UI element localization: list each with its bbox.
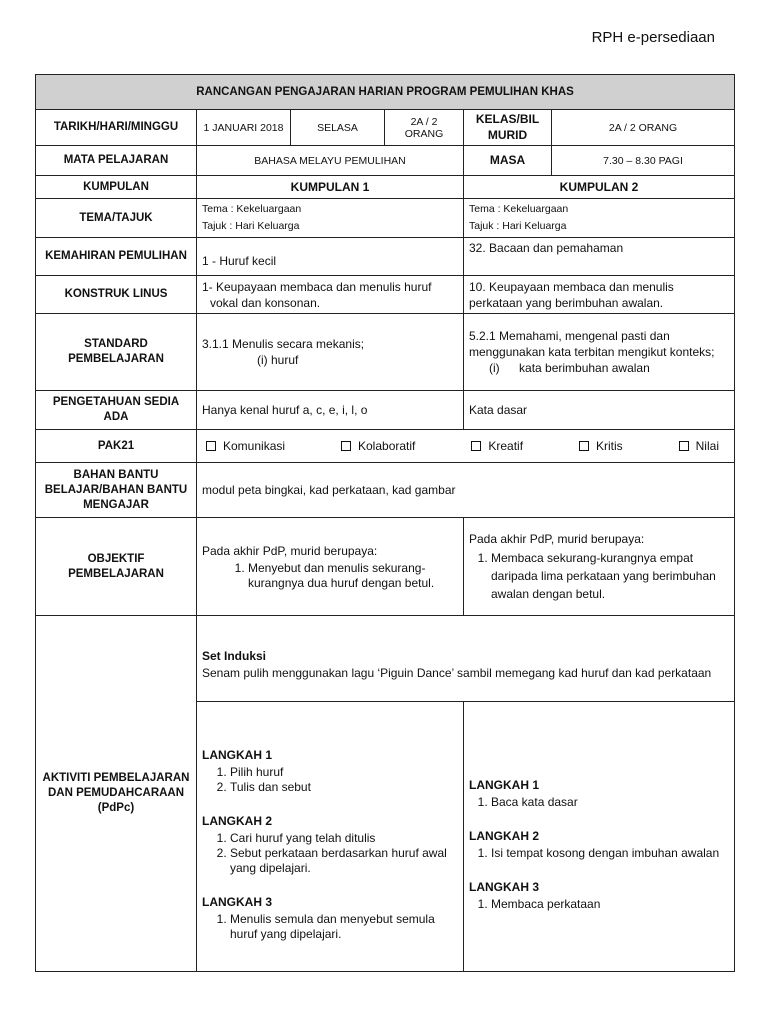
langkah-title: LANGKAH 1 bbox=[469, 777, 540, 792]
langkah-k2-step-1 bbox=[469, 777, 729, 810]
konstruk-k2-line2: perkataan yang berimbuhan awalan. bbox=[469, 295, 664, 310]
header-brand: RPH e-persediaan bbox=[591, 29, 715, 46]
konstruk-k2-cell bbox=[464, 276, 735, 314]
konstruk-k1-line1: 1- Keupayaan membaca dan menulis huruf bbox=[202, 279, 432, 294]
kumpulan-row bbox=[36, 176, 735, 199]
bahan-label: BAHAN BANTU BELAJAR/BAHAN BANTU MENGAJAR bbox=[36, 463, 197, 518]
langkah-k1-cell bbox=[197, 702, 464, 972]
konstruk-k1-line2: vokal dan konsonan. bbox=[210, 295, 321, 310]
pak21-item-kritis[interactable] bbox=[579, 439, 623, 453]
pak21-label: PAK21 bbox=[36, 430, 197, 463]
pak21-item-label: Kritis bbox=[596, 439, 623, 454]
kumpulan-2-header: KUMPULAN 2 bbox=[464, 176, 735, 199]
bahan-row bbox=[36, 463, 735, 518]
standard-k2-line1: 5.2.1 Memahami, mengenal pasti dan bbox=[469, 328, 670, 343]
mata-pelajaran-label: MATA PELAJARAN bbox=[36, 146, 197, 176]
langkah-list bbox=[469, 897, 729, 912]
langkah-k1-step-3 bbox=[202, 894, 458, 942]
langkah-title: LANGKAH 3 bbox=[469, 880, 540, 895]
week-value: 2A / 2 ORANG bbox=[385, 110, 464, 146]
day-value: SELASA bbox=[291, 110, 385, 146]
standard-k1-line2: (i) huruf bbox=[257, 353, 299, 368]
langkah-item: 1. Baca kata dasar bbox=[491, 795, 729, 810]
konstruk-label: KONSTRUK LINUS bbox=[36, 276, 197, 314]
pak21-item-komunikasi[interactable] bbox=[206, 439, 285, 453]
set-induksi-text: Senam pulih menggunakan lagu ‘Piguin Dance’ sambil memegang kad huruf dan kad perkataan bbox=[202, 665, 712, 680]
langkah-title: LANGKAH 2 bbox=[469, 829, 540, 844]
pak21-item-label: Kreatif bbox=[488, 439, 524, 454]
konstruk-k1-cell bbox=[197, 276, 464, 314]
set-induksi-title: Set Induksi bbox=[202, 648, 267, 663]
bahan-value: modul peta bingkai, kad perkataan, kad gambar bbox=[197, 463, 735, 518]
objektif-label: OBJEKTIF PEMBELAJARAN bbox=[36, 518, 197, 616]
pak21-row bbox=[36, 430, 735, 463]
standard-k1-line1: 3.1.1 Menulis secara mekanis; bbox=[202, 337, 365, 351]
objektif-k2-item: 1. Membaca sekurang-kurangnya empat daripada lima perkataan yang berimbuhan awalan dengan betul. bbox=[491, 549, 729, 603]
pengetahuan-k2: Kata dasar bbox=[464, 391, 735, 430]
langkah-k2-cell bbox=[464, 702, 735, 972]
kumpulan-1-header: KUMPULAN 1 bbox=[197, 176, 464, 199]
pak21-item-label: Nilai bbox=[695, 439, 719, 454]
standard-k2-line3 bbox=[469, 360, 729, 376]
checkbox-icon[interactable] bbox=[206, 441, 216, 451]
langkah-title: LANGKAH 2 bbox=[202, 814, 273, 829]
standard-label: STANDARD PEMBELAJARAN bbox=[36, 314, 197, 391]
kelas-value: 2A / 2 ORANG bbox=[552, 110, 735, 146]
konstruk-row bbox=[36, 276, 735, 314]
checkbox-icon[interactable] bbox=[341, 441, 351, 451]
kemahiran-k1: 1 - Huruf kecil bbox=[197, 238, 464, 276]
langkah-item: 1. Isi tempat kosong dengan imbuhan awalan bbox=[491, 846, 729, 861]
tarikh-label: TARIKH/HARI/MINGGU bbox=[36, 110, 197, 146]
tema-row bbox=[36, 199, 735, 238]
objektif-k2-list bbox=[469, 549, 729, 603]
pak21-item-kreatif[interactable] bbox=[471, 439, 523, 453]
masa-value: 7.30 – 8.30 PAGI bbox=[552, 146, 735, 176]
langkah-item: 2. Sebut perkataan berdasarkan huruf awal yang dipelajari. bbox=[230, 846, 458, 876]
standard-k2-cell bbox=[464, 314, 735, 391]
objektif-k2-intro: Pada akhir PdP, murid berupaya: bbox=[469, 531, 645, 546]
pengetahuan-k1: Hanya kenal huruf a, c, e, i, l, o bbox=[197, 391, 464, 430]
kelas-label: KELAS/BIL MURID bbox=[464, 110, 552, 146]
pak21-cell bbox=[197, 430, 735, 463]
tema-label: TEMA/TAJUK bbox=[36, 199, 197, 238]
pengetahuan-row bbox=[36, 391, 735, 430]
langkah-k2-step-2 bbox=[469, 828, 729, 861]
langkah-item: 1. Menulis semula dan menyebut semula huruf yang dipelajari. bbox=[230, 912, 458, 942]
kemahiran-k2: 32. Bacaan dan pemahaman bbox=[464, 238, 735, 276]
kumpulan-label: KUMPULAN bbox=[36, 176, 197, 199]
checkbox-icon[interactable] bbox=[471, 441, 481, 451]
langkah-list bbox=[469, 846, 729, 861]
pengetahuan-label: PENGETAHUAN SEDIA ADA bbox=[36, 391, 197, 430]
checkbox-icon[interactable] bbox=[579, 441, 589, 451]
pak21-item-kolaboratif[interactable] bbox=[341, 439, 415, 453]
langkah-k2-step-3 bbox=[469, 879, 729, 912]
tema-k1-tema: Tema : Kekeluargaan bbox=[202, 203, 302, 216]
tarikh-row bbox=[36, 110, 735, 146]
objektif-k2-cell bbox=[464, 518, 735, 616]
mata-pelajaran-row bbox=[36, 146, 735, 176]
tema-k2-tema: Tema : Kekeluargaan bbox=[469, 203, 569, 216]
standard-k2-line2: menggunakan kata terbitan mengikut konteks; bbox=[469, 345, 715, 360]
set-induksi-row bbox=[36, 616, 735, 702]
langkah-item: 1. Membaca perkataan bbox=[491, 897, 729, 912]
pak21-list bbox=[202, 439, 729, 453]
langkah-list bbox=[202, 765, 458, 795]
konstruk-k2-line1: 10. Keupayaan membaca dan menulis bbox=[469, 279, 674, 294]
plan-title: RANCANGAN PENGAJARAN HARIAN PROGRAM PEMULIHAN KHAS bbox=[36, 75, 735, 110]
kemahiran-row bbox=[36, 238, 735, 276]
date-value: 1 JANUARI 2018 bbox=[197, 110, 291, 146]
langkah-list bbox=[202, 912, 458, 942]
objektif-k1-intro: Pada akhir PdP, murid berupaya: bbox=[202, 543, 378, 558]
tema-k1-tajuk: Tajuk : Hari Keluarga bbox=[202, 220, 300, 233]
langkah-k1-step-1 bbox=[202, 747, 458, 795]
aktiviti-label: AKTIVITI PEMBELAJARAN DAN PEMUDAHCARAAN (PdPc) bbox=[36, 616, 197, 972]
standard-row bbox=[36, 314, 735, 391]
standard-k1-cell bbox=[197, 314, 464, 391]
objektif-k1-cell bbox=[197, 518, 464, 616]
langkah-list bbox=[469, 795, 729, 810]
langkah-item: 1. Pilih huruf bbox=[230, 765, 458, 780]
title-row bbox=[36, 75, 735, 110]
lesson-plan-table bbox=[35, 74, 735, 972]
kemahiran-label: KEMAHIRAN PEMULIHAN bbox=[36, 238, 197, 276]
objektif-k1-item: 1. Menyebut dan menulis sekurang-kurangnya dua huruf dengan betul. bbox=[248, 561, 458, 591]
mata-pelajaran-value: BAHASA MELAYU PEMULIHAN bbox=[197, 146, 464, 176]
langkah-list bbox=[202, 831, 458, 876]
langkah-item: 2. Tulis dan sebut bbox=[230, 780, 458, 795]
objektif-row bbox=[36, 518, 735, 616]
langkah-title: LANGKAH 1 bbox=[202, 747, 273, 762]
langkah-item: 1. Cari huruf yang telah ditulis bbox=[230, 831, 458, 846]
checkbox-icon[interactable] bbox=[679, 441, 689, 451]
objektif-k1-list bbox=[202, 561, 458, 591]
tema-k2-tajuk: Tajuk : Hari Keluarga bbox=[469, 220, 567, 233]
langkah-title: LANGKAH 3 bbox=[202, 895, 273, 910]
tema-k1-cell bbox=[197, 199, 464, 238]
pak21-item-label: Komunikasi bbox=[223, 439, 286, 454]
masa-label: MASA bbox=[464, 146, 552, 176]
tema-k2-cell bbox=[464, 199, 735, 238]
set-induksi-cell bbox=[197, 616, 735, 702]
standard-k2-line3-num: (i) bbox=[489, 361, 500, 376]
langkah-k1-step-2 bbox=[202, 813, 458, 876]
pak21-item-label: Kolaboratif bbox=[358, 439, 416, 454]
standard-k2-line3-text: kata berimbuhan awalan bbox=[519, 361, 650, 376]
pak21-item-nilai[interactable] bbox=[679, 439, 719, 453]
